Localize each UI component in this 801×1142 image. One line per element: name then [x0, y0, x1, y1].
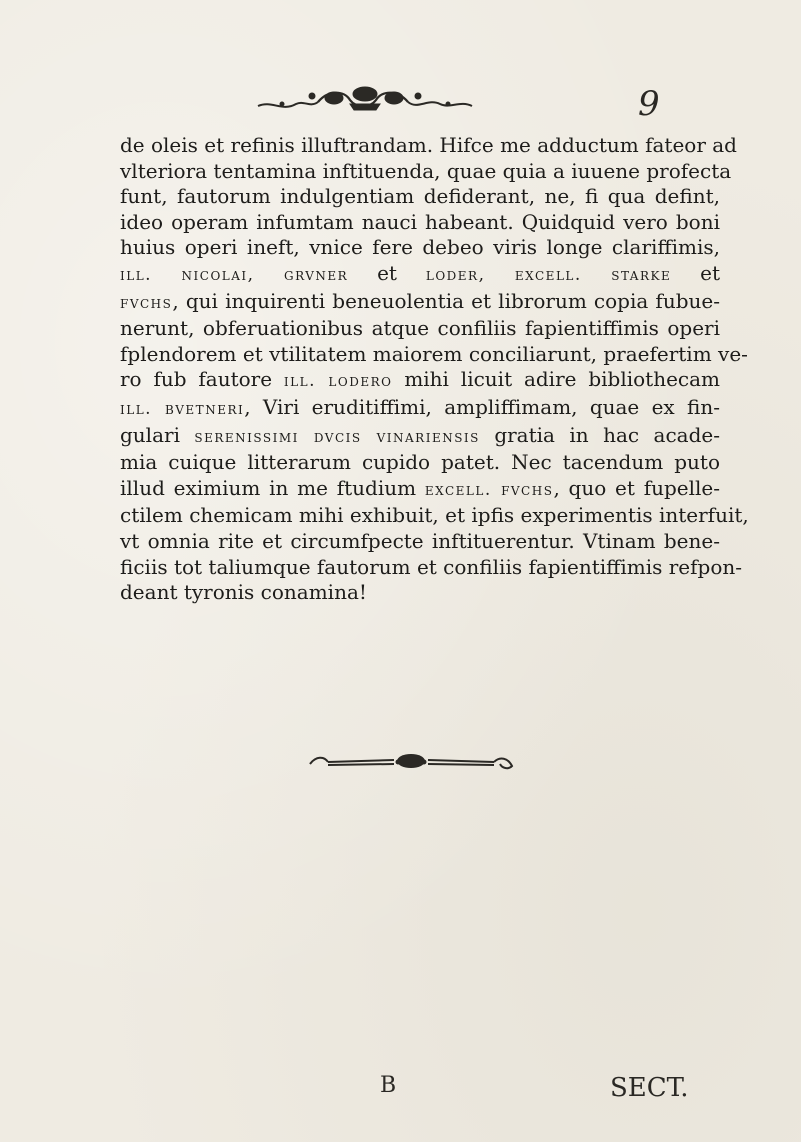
ornament-tailpiece-icon	[306, 750, 516, 772]
body-text	[120, 133, 749, 606]
text-line	[120, 235, 720, 261]
catchword: SECT.	[610, 1073, 689, 1103]
text-run: ideo operam infumtam nauci habeant. Quidquid vero boni	[120, 209, 720, 234]
text-run: et	[348, 260, 426, 285]
text-line	[120, 395, 720, 423]
text-run: illud eximium in me ftudium	[120, 475, 425, 500]
text-run: ficiis tot taliumque fautorum et confiliis fapientiffimis refpon-	[120, 554, 743, 579]
ornament-headpiece-icon	[252, 82, 478, 116]
text-line	[120, 289, 720, 317]
text-run: gulari	[120, 422, 195, 447]
text-line	[120, 529, 720, 555]
page-number: 9	[638, 84, 660, 124]
text-line	[120, 476, 720, 504]
text-line	[120, 503, 749, 529]
signature-mark: B	[380, 1073, 397, 1098]
text-run: vlteriora tentamina inftituenda, quae quia a iuuene profecta	[120, 158, 732, 183]
text-run: ro fub fautore	[120, 367, 284, 392]
small-caps-name: loder, excell. starke	[425, 264, 672, 285]
small-caps-name: ill. lodero	[283, 371, 393, 392]
text-run: gratia in hac acade-	[479, 422, 720, 447]
text-line	[120, 261, 720, 289]
text-run: de oleis et refinis illuftrandam. Hifce me adductum fateor ad	[120, 133, 737, 157]
text-line	[120, 184, 720, 210]
text-run: ctilem chemicam mihi exhibuit, et ipfis experimentis interfuit,	[120, 503, 749, 528]
text-line	[120, 210, 720, 236]
small-caps-name: excell. fvchs	[424, 479, 554, 500]
text-run: deant tyronis conamina!	[120, 580, 367, 605]
text-run: et	[671, 260, 721, 285]
small-caps-name: serenissimi dvcis vinariensis	[194, 426, 480, 447]
text-run: , quo et fupelle-	[553, 475, 721, 500]
text-run: , Viri eruditiffimi, ampliffimam, quae ex fin-	[244, 394, 720, 419]
text-line	[120, 450, 720, 476]
small-caps-name: ill. bvetneri	[120, 398, 245, 419]
text-line	[120, 580, 720, 606]
text-run: nerunt, obferuationibus atque confiliis fapientiffimis operi	[120, 316, 720, 341]
text-line	[120, 158, 732, 185]
text-line	[120, 133, 737, 159]
text-run: huius operi ineft, vnice fere debeo viris longe clariffimis,	[120, 235, 720, 260]
text-line	[120, 423, 720, 451]
text-run: mihi licuit adire bibliothecam	[392, 367, 721, 392]
text-run: mia cuique litterarum cupido patet. Nec tacendum puto	[120, 450, 720, 475]
text-run: funt, fautorum indulgentiam defiderant, ne, fi qua defint,	[120, 184, 720, 209]
text-run: fplendorem et vtilitatem maiorem conciliarunt, praefertim ve-	[120, 341, 748, 366]
text-line	[120, 367, 720, 395]
text-line	[120, 554, 743, 581]
small-caps-name: ill. nicolai, grvner	[120, 264, 349, 285]
small-caps-name: fvchs	[120, 292, 173, 313]
text-line	[120, 316, 720, 342]
text-line	[120, 341, 748, 368]
text-run: , qui inquirenti beneuolentia et librorum copia fubue-	[172, 288, 720, 313]
text-run: vt omnia rite et circumfpecte inftituerentur. Vtinam bene-	[120, 528, 720, 553]
